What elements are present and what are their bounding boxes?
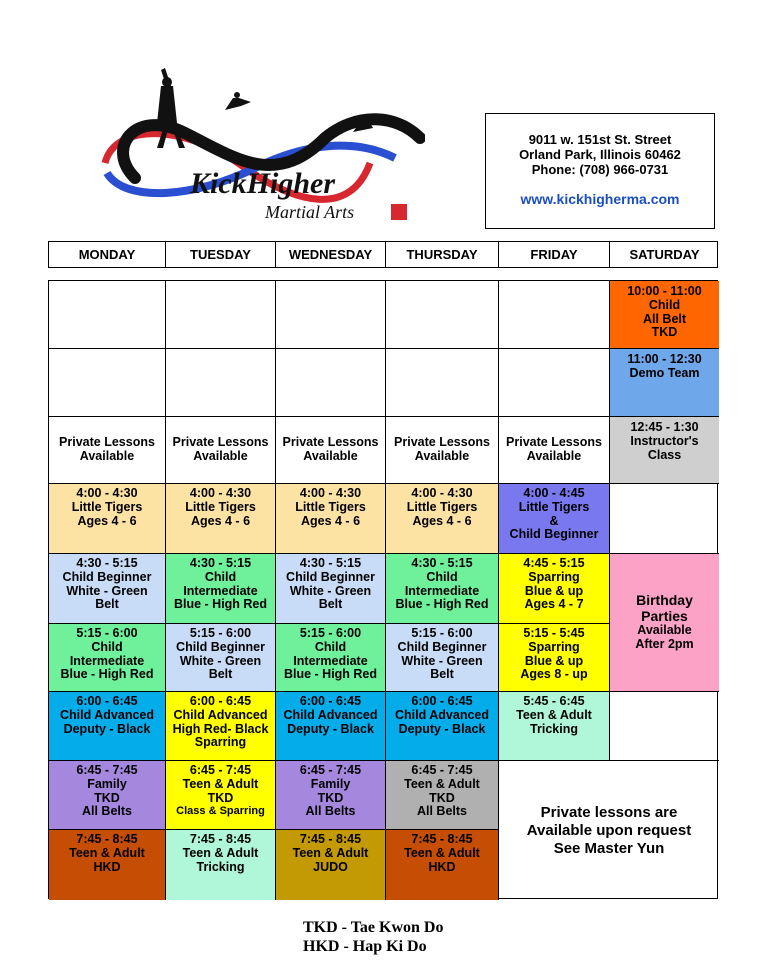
class-line: Intermediate xyxy=(183,583,258,598)
private-lessons-wednesday xyxy=(276,417,386,484)
class-time: 5:15 - 5:45 xyxy=(523,626,585,640)
class-time: 4:30 - 5:15 xyxy=(76,556,138,570)
empty-slot xyxy=(49,281,166,349)
class-line: Family xyxy=(87,776,127,791)
day-header-tuesday: TUESDAY xyxy=(166,242,276,267)
class-line: Child Beginner xyxy=(62,569,152,584)
class-line: Child Advanced xyxy=(60,707,154,722)
empty-slot xyxy=(386,281,499,349)
class-time: 4:00 - 4:30 xyxy=(411,486,473,500)
class-line: Sparring xyxy=(528,569,580,584)
address-box xyxy=(485,113,715,229)
note-line: Private lessons are xyxy=(540,803,678,821)
class-time: 12:45 - 1:30 xyxy=(630,420,699,434)
empty-slot xyxy=(610,692,719,761)
class-mon-child-intermediate xyxy=(49,624,166,692)
private-lessons-monday xyxy=(49,417,166,484)
empty-slot xyxy=(610,484,719,554)
class-line: Belt xyxy=(430,667,454,682)
class-fri-sparring-young xyxy=(499,554,610,624)
class-line: Teen & Adult xyxy=(182,845,259,860)
class-line: Tricking xyxy=(196,859,245,874)
class-mon-child-beginner xyxy=(49,554,166,624)
class-mon-family xyxy=(49,761,166,830)
class-line: Child Advanced xyxy=(283,707,378,722)
class-line: High Red- Black xyxy=(172,721,269,736)
class-time: 5:15 - 6:00 xyxy=(189,626,252,640)
class-time: 4:30 - 5:15 xyxy=(189,556,252,570)
class-line: Little Tigers xyxy=(185,499,256,514)
class-line: Sparring xyxy=(194,735,247,750)
street-address: 9011 w. 151st St. Street xyxy=(528,132,672,147)
website-link[interactable]: www.kickhigherma.com xyxy=(520,191,680,207)
birthday-title: Parties xyxy=(641,608,688,624)
class-tue-little-tigers xyxy=(166,484,276,554)
class-line: All Belts xyxy=(305,804,356,819)
logo-sub-text: Martial Arts xyxy=(265,202,355,222)
class-line: Child xyxy=(648,297,681,312)
class-line: Available xyxy=(303,449,358,463)
class-line: Teen & Adult xyxy=(69,845,145,860)
class-line: All Belts xyxy=(416,804,467,819)
class-line: TKD xyxy=(651,325,678,340)
private-lessons-note xyxy=(499,761,719,900)
class-line: Ages 4 - 6 xyxy=(77,513,137,528)
class-time: 6:00 - 6:45 xyxy=(76,694,138,708)
class-line: Instructor's xyxy=(630,433,699,448)
class-time: 6:45 - 7:45 xyxy=(299,763,362,777)
day-header-wednesday: WEDNESDAY xyxy=(276,242,386,267)
schedule-grid xyxy=(48,280,718,899)
class-line: HKD xyxy=(428,859,456,874)
class-tue-child-intermediate xyxy=(166,554,276,624)
class-line: Intermediate xyxy=(69,653,145,668)
class-line: Little Tigers xyxy=(295,499,366,514)
class-time: 4:00 - 4:30 xyxy=(299,486,362,500)
empty-slot xyxy=(276,281,386,349)
class-wed-child-beginner xyxy=(276,554,386,624)
class-line: Blue - High Red xyxy=(283,667,378,682)
class-line: Child Beginner xyxy=(286,569,375,584)
class-wed-child-intermediate xyxy=(276,624,386,692)
class-sat-child-tkd xyxy=(610,281,719,349)
empty-slot xyxy=(49,349,166,417)
class-thu-child-beginner xyxy=(386,624,499,692)
class-fri-sparring-older xyxy=(499,624,610,692)
class-time: 6:45 - 7:45 xyxy=(411,763,473,777)
class-line: & xyxy=(549,513,559,528)
class-line: Child xyxy=(426,569,458,584)
class-line: Blue - High Red xyxy=(173,597,268,612)
day-header-monday: MONDAY xyxy=(49,242,166,267)
class-line: Available xyxy=(79,449,135,463)
class-thu-little-tigers xyxy=(386,484,499,554)
legend-hkd: HKD - Hap Ki Do xyxy=(303,938,427,955)
class-sat-demo-team xyxy=(610,349,719,417)
birthday-availability: Available xyxy=(637,623,692,637)
private-lessons-friday xyxy=(499,417,610,484)
class-line: All Belts xyxy=(81,804,132,819)
class-line: Private Lessons xyxy=(394,435,490,450)
class-line: Class xyxy=(647,447,682,462)
class-wed-family xyxy=(276,761,386,830)
class-line: All Belt xyxy=(642,311,687,326)
class-time: 4:00 - 4:45 xyxy=(523,486,585,500)
class-line: Blue - High Red xyxy=(395,597,489,612)
class-line: Deputy - Black xyxy=(287,721,374,736)
class-line: Little Tigers xyxy=(518,499,590,514)
private-lessons-tuesday xyxy=(166,417,276,484)
class-line: White - Green xyxy=(179,653,262,668)
empty-slot xyxy=(166,281,276,349)
class-time: 10:00 - 11:00 xyxy=(627,284,702,298)
class-thu-child-advanced xyxy=(386,692,499,761)
class-line: Child xyxy=(204,569,237,584)
logo-brand-text: KickHigher xyxy=(190,167,336,200)
day-header-friday: FRIDAY xyxy=(499,242,610,267)
class-line: Ages 4 - 6 xyxy=(412,513,472,528)
birthday-parties-block xyxy=(610,554,719,692)
class-line: White - Green xyxy=(289,583,372,598)
class-time: 7:45 - 8:45 xyxy=(411,832,473,846)
class-line: Blue & up xyxy=(524,583,584,598)
day-header-saturday: SATURDAY xyxy=(629,247,700,262)
class-line: Family xyxy=(310,776,351,791)
class-line: Teen & Adult xyxy=(516,707,592,722)
class-line: Ages 8 - up xyxy=(520,667,588,682)
class-mon-hkd xyxy=(49,830,166,900)
birthday-availability: After 2pm xyxy=(635,636,694,651)
class-line: Teen & Adult xyxy=(182,776,259,791)
class-time: 5:15 - 6:00 xyxy=(76,626,138,640)
class-wed-little-tigers xyxy=(276,484,386,554)
day-header-row xyxy=(48,241,718,268)
empty-slot xyxy=(166,349,276,417)
class-line: Child Beginner xyxy=(397,639,487,654)
class-line: Teen & Adult xyxy=(292,845,369,860)
class-line: Ages 4 - 6 xyxy=(300,513,361,528)
class-time: 6:00 - 6:45 xyxy=(189,694,252,708)
class-line: Belt xyxy=(208,667,233,682)
class-time: 6:45 - 7:45 xyxy=(189,763,252,777)
class-line: Available xyxy=(414,449,470,463)
class-line: Ages 4 - 7 xyxy=(524,597,584,612)
class-line: White - Green xyxy=(66,583,148,598)
empty-slot xyxy=(386,349,499,417)
phone-number: Phone: (708) 966-0731 xyxy=(531,162,669,177)
class-line: Little Tigers xyxy=(71,499,143,514)
class-tue-child-advanced xyxy=(166,692,276,761)
class-line: Private Lessons xyxy=(59,435,155,450)
empty-slot xyxy=(499,349,610,417)
class-tue-child-beginner xyxy=(166,624,276,692)
class-time: 6:00 - 6:45 xyxy=(299,694,362,708)
class-tue-tricking xyxy=(166,830,276,900)
class-line: HKD xyxy=(93,859,121,874)
class-line: Teen & Adult xyxy=(404,845,480,860)
empty-slot xyxy=(499,281,610,349)
class-time: 11:00 - 12:30 xyxy=(627,352,702,366)
class-line: Child xyxy=(314,639,347,654)
class-line: Tricking xyxy=(530,721,578,736)
empty-slot xyxy=(276,349,386,417)
class-line: Private Lessons xyxy=(172,435,269,450)
class-time: 5:45 - 6:45 xyxy=(523,694,585,708)
class-line: Little Tigers xyxy=(406,499,478,514)
class-line: White - Green xyxy=(401,653,483,668)
class-line: TKD xyxy=(429,790,455,805)
class-fri-little-tigers xyxy=(499,484,610,554)
class-line: Available xyxy=(193,449,248,463)
class-line: Ages 4 - 6 xyxy=(190,513,251,528)
class-line: Child Advanced xyxy=(395,707,489,722)
class-line: Private Lessons xyxy=(282,435,379,450)
class-wed-judo xyxy=(276,830,386,900)
day-header-thursday: THURSDAY xyxy=(386,242,499,267)
class-mon-little-tigers xyxy=(49,484,166,554)
class-line: Child Beginner xyxy=(509,527,599,542)
class-line: Deputy - Black xyxy=(63,721,151,736)
class-time: 5:15 - 6:00 xyxy=(411,626,473,640)
class-thu-child-intermediate xyxy=(386,554,499,624)
logo-seal xyxy=(391,204,407,220)
private-lessons-thursday xyxy=(386,417,499,484)
class-time: 4:45 - 5:15 xyxy=(523,556,585,570)
note-line: See Master Yun xyxy=(553,839,665,857)
class-line: Private Lessons xyxy=(506,435,602,450)
class-time: 4:30 - 5:15 xyxy=(411,556,473,570)
class-line: Blue & up xyxy=(524,653,584,668)
class-line: Class & Sparring xyxy=(176,805,265,818)
class-time: 4:00 - 4:30 xyxy=(76,486,138,500)
class-time: 6:45 - 7:45 xyxy=(76,763,138,777)
class-time: 6:00 - 6:45 xyxy=(411,694,473,708)
class-time: 7:45 - 8:45 xyxy=(189,832,252,846)
city-state: Orland Park, Illinois 60462 xyxy=(519,147,681,162)
class-line: Belt xyxy=(95,597,119,612)
class-line: Demo Team xyxy=(629,365,700,380)
class-line: Belt xyxy=(318,597,343,612)
class-mon-child-advanced xyxy=(49,692,166,761)
class-time: 4:30 - 5:15 xyxy=(299,556,362,570)
class-line: Intermediate xyxy=(293,653,368,668)
class-time: 7:45 - 8:45 xyxy=(76,832,138,846)
class-time: 4:00 - 4:30 xyxy=(189,486,252,500)
class-line: Sparring xyxy=(528,639,580,654)
class-line: Blue - High Red xyxy=(60,667,154,682)
class-line: TKD xyxy=(94,790,120,805)
class-tue-teen-adult-tkd xyxy=(166,761,276,830)
abbreviation-legend xyxy=(303,918,443,956)
class-line: Child Beginner xyxy=(176,639,265,654)
class-time: 5:15 - 6:00 xyxy=(299,626,362,640)
class-wed-child-advanced xyxy=(276,692,386,761)
class-line: TKD xyxy=(317,790,344,805)
class-fri-tricking xyxy=(499,692,610,761)
school-logo xyxy=(95,68,425,230)
class-thu-hkd xyxy=(386,830,499,900)
class-line: Teen & Adult xyxy=(404,776,480,791)
note-line: Available upon request xyxy=(526,821,692,839)
class-line: JUDO xyxy=(313,859,348,874)
class-line: Available xyxy=(526,449,582,463)
class-line: Intermediate xyxy=(404,583,480,598)
legend-tkd: TKD - Tae Kwon Do xyxy=(303,919,444,936)
class-line: Child Advanced xyxy=(173,707,268,722)
class-line: TKD xyxy=(207,790,234,805)
class-line: Deputy - Black xyxy=(398,721,486,736)
class-time: 7:45 - 8:45 xyxy=(299,832,362,846)
birthday-title: Birthday xyxy=(636,592,693,608)
class-line: Child xyxy=(91,639,123,654)
class-sat-instructors xyxy=(610,417,719,484)
class-thu-teen-adult-tkd xyxy=(386,761,499,830)
